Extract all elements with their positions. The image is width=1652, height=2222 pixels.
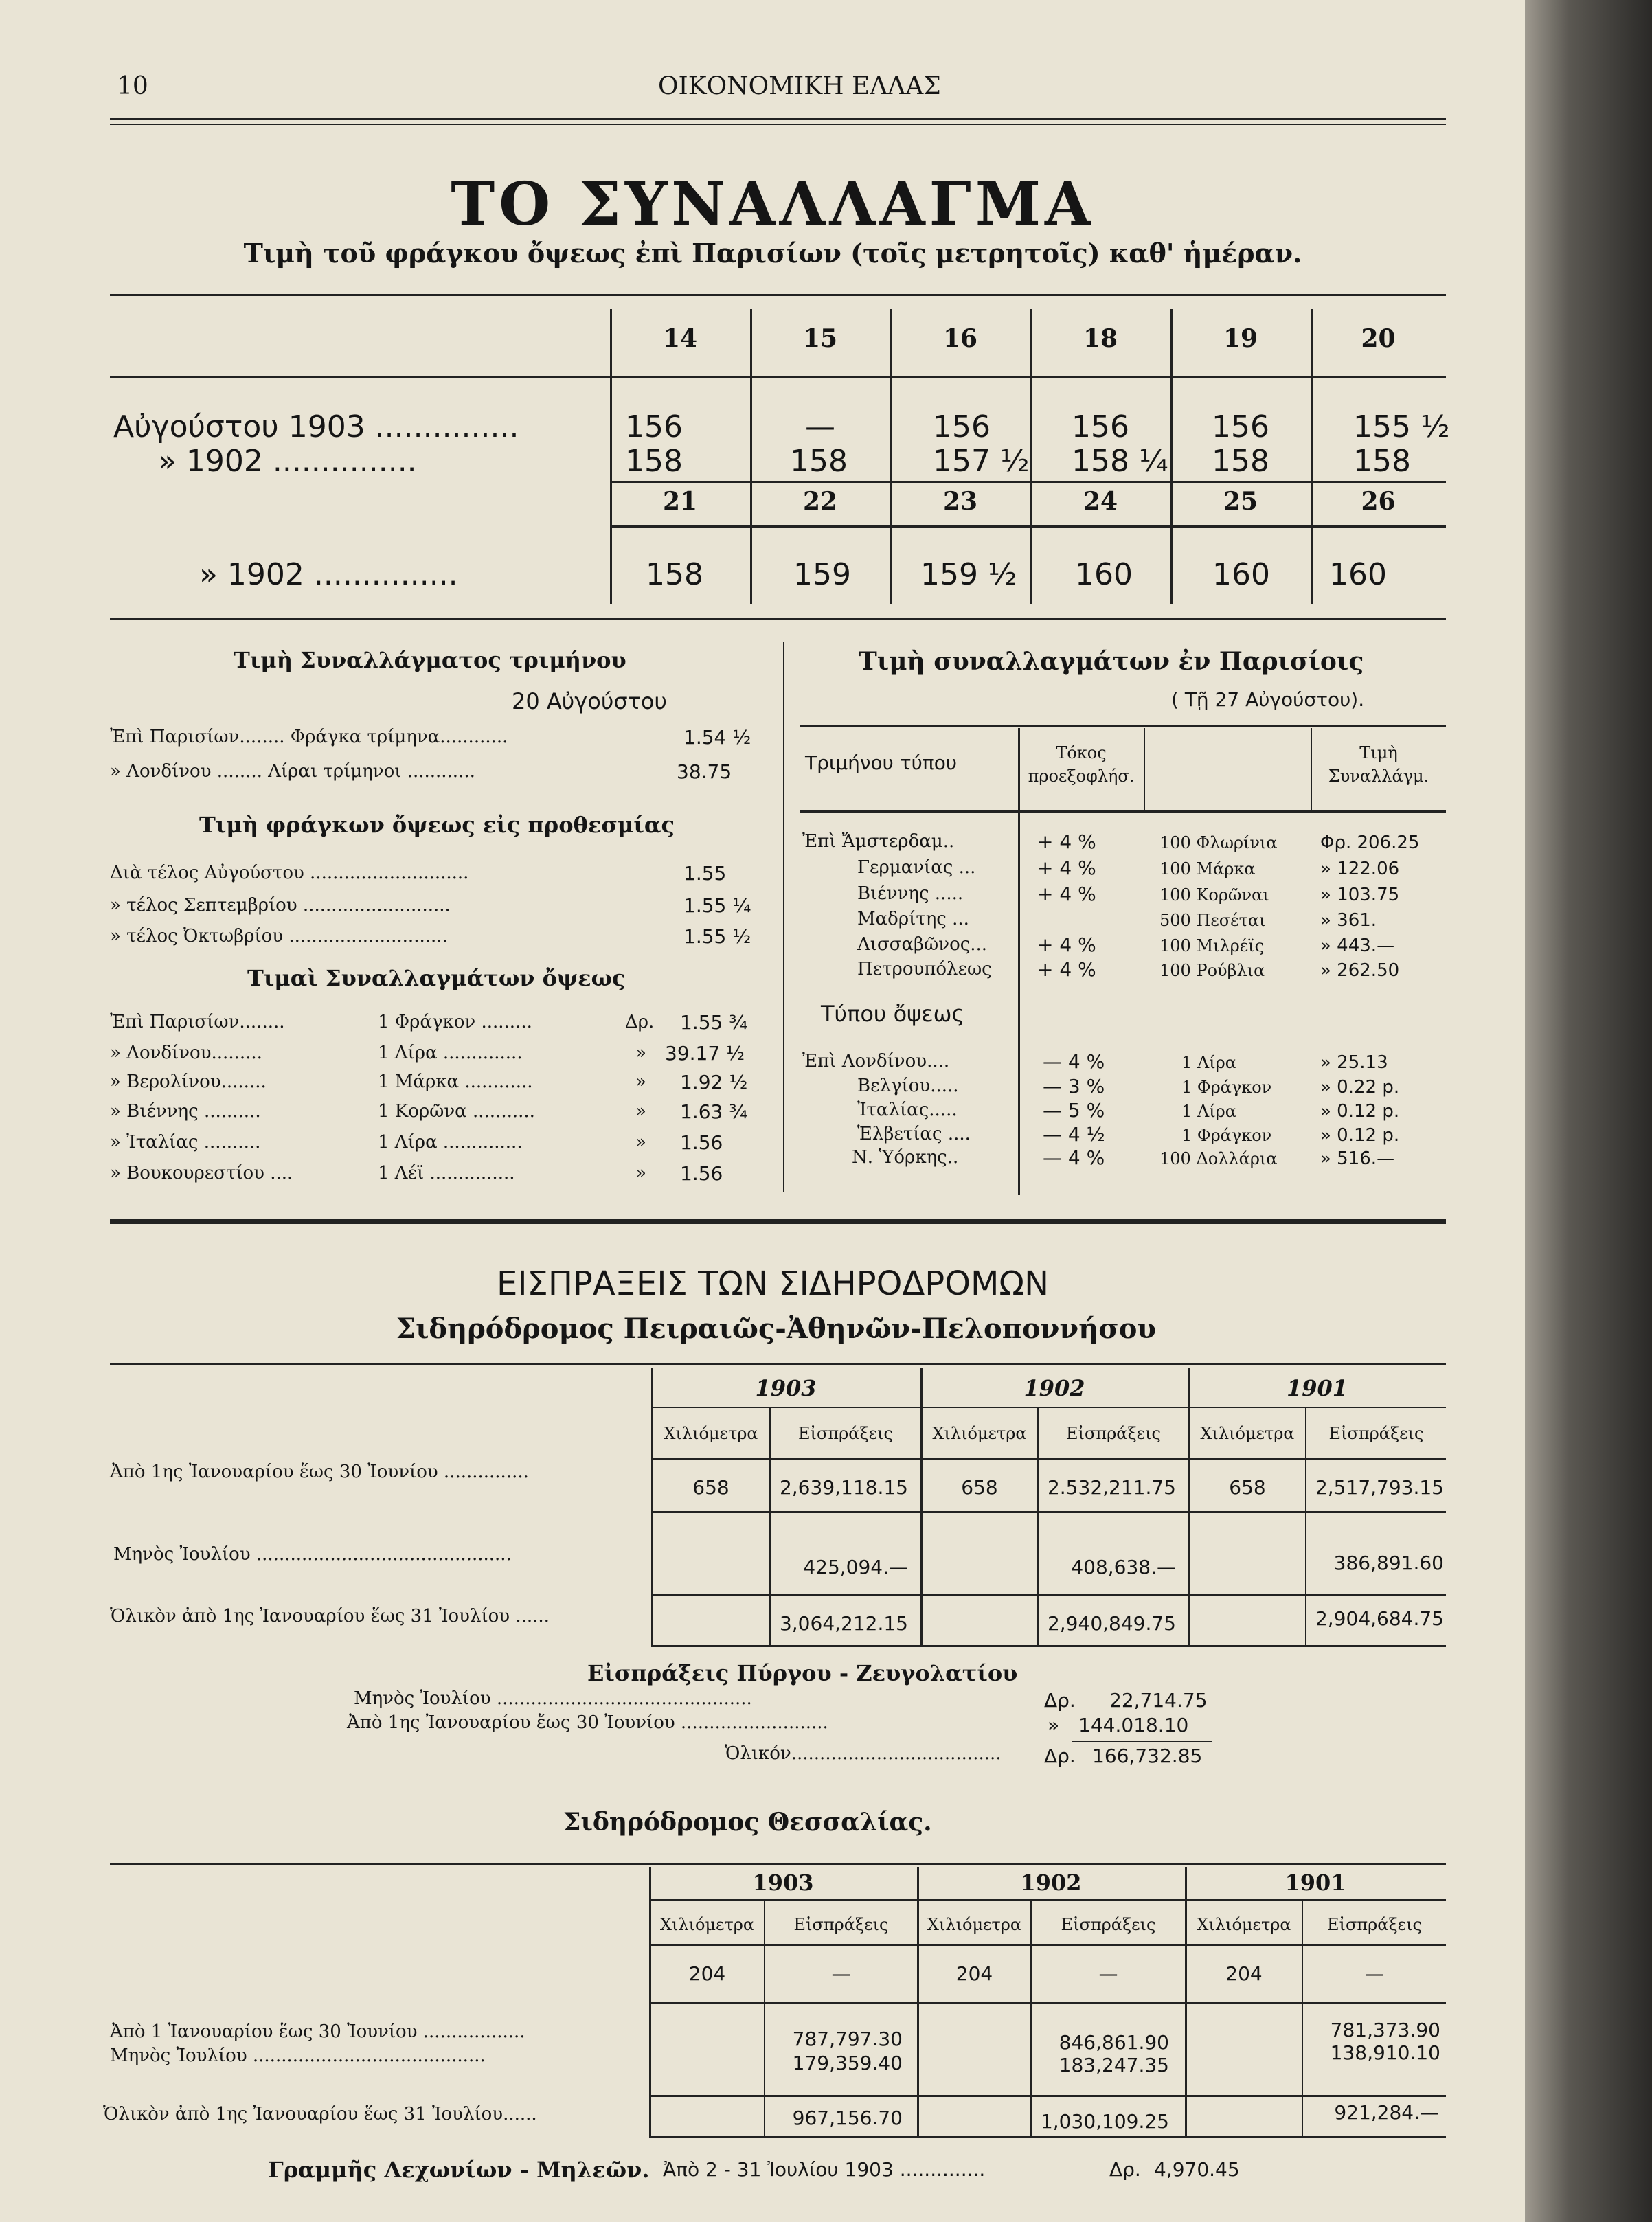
day-header: 15 [802,324,838,353]
exchange-subtitle: Τιμὴ τοῦ φράγκου ὄψεως ἐπὶ Παρισίων (τοῖς μετρητοῖς) καθ' ἡμέραν. [243,238,1302,269]
day-header: 18 [1083,324,1118,353]
rate-cell: — [805,409,835,444]
sight-value: 1.56 [680,1162,723,1185]
rail-row-label: Ἀπὸ 1ης Ἰανουαρίου ἕως 30 Ἰουνίου ............... [110,1462,529,1482]
paris-amount: 1 Λίρα [1181,1053,1236,1072]
thessaly-total: 921,284.— [1334,2101,1439,2124]
paris-price: » 25.13 [1320,1052,1388,1073]
three-month-title: Τιμὴ Συναλλάγματος τριμήνου [234,647,626,673]
rate-cell: 159 [793,557,851,592]
paris-title: Τιμὴ συναλλαγμάτων ἐν Παρισίοις [859,647,1364,676]
paris-price: » 0.22 p. [1320,1077,1400,1098]
thessaly-receipts: 183,247.35 [1059,2054,1169,2076]
paris-place: Μαδρίτης ... [857,909,969,929]
year-header: 1902 [1020,1870,1082,1896]
rate-cell: 158 [646,557,703,592]
pyrgos-label: Ἀπὸ 1ης Ἰανουαρίου ἕως 30 Ἰουνίου .......................... [347,1712,828,1733]
header-rule [110,118,1446,120]
paris-rate: — 4 % [1043,1146,1105,1169]
sight-unit: 1 Λίρα .............. [378,1043,523,1063]
paris-date: ( Τῇ 27 Αὐγούστου). [1171,688,1365,711]
pyrgos-cur: Δρ. [1044,1689,1076,1712]
paris-place: Βιέννης ..... [857,883,964,904]
rate-cell: 157 ½ [933,444,1030,479]
rail-row-label: Ὁλικὸν ἀπὸ 1ης Ἰανουαρίου ἕως 31 Ἰουλίου ...... [110,1606,550,1626]
paris-amount: 1 Φράγκον [1181,1078,1272,1097]
paris-price: Φρ. 206.25 [1320,832,1420,853]
km-header: Χιλιόμετρα [932,1424,1027,1443]
footer-value: 4,970.45 [1154,2158,1240,2181]
sight-cur: » [635,1163,646,1183]
sight-cur: » [635,1043,646,1063]
paris-rate: + 4 % [1037,830,1096,853]
day-header: 26 [1361,487,1396,516]
column-divider [783,642,784,1192]
paris-place: Βελγίου..... [857,1076,959,1096]
sight-cur: » [635,1072,646,1092]
deposit-label: » τέλος Ὀκτωβρίου ............................ [110,926,448,946]
paris-header-rate: Τόκος προεξοφλήσ. [1028,743,1135,786]
sight-title: Τιμαὶ Συναλλαγμάτων ὄψεως [247,965,626,991]
rate-cell: 158 [1212,444,1269,479]
rail-title: ΕΙΣΠΡΑΞΕΙΣ ΤΩΝ ΣΙΔΗΡΟΔΡΟΜΩΝ [497,1265,1049,1303]
pyrgos-label: Ὁλικόν..................................... [725,1743,1002,1764]
paris-place: Γερμανίας ... [857,857,976,878]
sight-unit: 1 Φράγκον ......... [378,1012,532,1032]
rate-cell: 158 [790,444,848,479]
paris-amount: 1 Λίρα [1181,1102,1236,1121]
paris-rate: — 4 ½ [1043,1123,1105,1146]
day-header: 14 [662,324,698,353]
paris-price: » 262.50 [1320,960,1400,981]
footer-cur: Δρ. [1109,2158,1141,2181]
year-header: 1902 [1023,1375,1085,1401]
paris-rate: — 4 % [1043,1050,1105,1073]
sight-place: » Βιέννης .......... [110,1101,261,1122]
deposit-title: Τιμὴ φράγκων ὄψεως εἰς προθεσμίας [199,812,675,838]
paris-place: Ν. Ὑόρκης.. [852,1147,959,1168]
page-number: 10 [117,72,148,100]
day-header: 16 [942,324,978,353]
thessaly-total: 967,156.70 [792,2107,903,2129]
rail-receipts: 386,891.60 [1333,1552,1444,1574]
thessaly-title: Σιδηρόδρομος Θεσσαλίας. [563,1808,932,1837]
rate-cell: 160 [1212,557,1270,592]
rail-km: 658 [961,1476,998,1499]
pyrgos-cur: Δρ. [1044,1745,1076,1767]
pyrgos-cur: » [1048,1714,1060,1736]
paris-amount: 500 Πεσέται [1159,911,1266,930]
three-month-label: Ἐπὶ Παρισίων........ Φράγκα τρίμηνα............ [110,727,508,747]
km-header: Χιλιόμετρα [927,1915,1022,1934]
row-label: » 1902 ............... [158,444,417,479]
deposit-label: » τέλος Σεπτεμβρίου .......................... [110,895,451,916]
sight-unit: 1 Κορῶνα ........... [378,1101,535,1122]
three-month-label: » Λονδίνου ........ Λίραι τρίμηνοι ............ [110,761,475,782]
rail-receipts: 3,064,212.15 [779,1612,908,1635]
paris-amount: 100 Ρούβλια [1159,961,1265,980]
year-header: 1903 [752,1870,814,1896]
paris-amount: 100 Δολλάρια [1159,1149,1278,1168]
rail-receipts: 2.532,211.75 [1047,1476,1176,1499]
paris-price: » 103.75 [1320,885,1400,905]
paris-place: Ἐπὶ Λονδίνου.... [802,1051,950,1072]
sight-value: 1.92 ½ [680,1071,748,1093]
paris-header-type: Τριμήνου τύπου [805,751,958,774]
rate-cell: 155 ½ [1353,409,1450,444]
km-header: Χιλιόμετρα [1197,1915,1291,1934]
rate-cell: 160 [1075,557,1133,592]
row-label: » 1902 ............... [199,557,458,592]
three-month-value: 38.75 [677,760,732,783]
footer-period: Ἀπὸ 2 - 31 Ἰουλίου 1903 .............. [663,2158,986,2181]
thessaly-receipts: 787,797.30 [792,2028,903,2050]
thessaly-row-label: Ἀπὸ 1 Ἰανουαρίου ἕως 30 Ἰουνίου .................. [110,2021,525,2042]
paris-amount: 100 Μιλρέϊς [1159,936,1265,955]
receipts-header: Εἰσπράξεις [1327,1915,1422,1934]
paris-sight-type: Τύπου ὄψεως [821,1001,965,1027]
three-month-value: 1.54 ½ [683,726,751,749]
exchange-title: ΤΟ ΣΥΝΑΛΛΑΓΜΑ [451,170,1095,239]
rail-subtitle: Σιδηρόδρομος Πειραιῶς-Ἀθηνῶν-Πελοποννήσου [396,1313,1157,1345]
paris-rate: — 3 % [1043,1075,1105,1098]
rate-cell: 159 ½ [920,557,1017,592]
thessaly-receipts: 846,861.90 [1059,2031,1169,2054]
thessaly-row-label: Μηνὸς Ἰουλίου ......................................... [110,2045,486,2066]
paris-rate: — 5 % [1043,1099,1105,1122]
sight-place: » Ἰταλίας .......... [110,1132,261,1153]
paris-price: » 122.06 [1320,859,1400,879]
deposit-value: 1.55 ½ [683,925,751,948]
receipts-header: Εἰσπράξεις [793,1915,889,1934]
pyrgos-value: 22,714.75 [1109,1689,1208,1712]
header-rule-2 [110,124,1446,125]
day-header: 25 [1223,487,1258,516]
thessaly-total: 1,030,109.25 [1040,2110,1169,2133]
rate-cell: 158 [1353,444,1411,479]
paris-place: Ἐπὶ Ἄμστερδαμ.. [802,831,955,852]
paris-amount: 100 Κορῶναι [1159,885,1269,905]
day-header: 23 [942,487,978,516]
paris-place: Ἰταλίας..... [857,1100,958,1120]
paris-amount: 1 Φράγκον [1181,1126,1272,1145]
thessaly-receipts: — [1098,1962,1118,1985]
km-header: Χιλιόμετρα [664,1424,758,1443]
thessaly-receipts: 179,359.40 [792,2052,903,2074]
deposit-label: Διὰ τέλος Αὐγούστου ............................ [110,863,469,883]
thessaly-km: 204 [688,1962,726,1985]
sight-cur: » [635,1101,646,1122]
rail-receipts: 425,094.— [803,1556,908,1578]
rail-km: 658 [1229,1476,1266,1499]
paris-price: » 0.12 p. [1320,1125,1400,1146]
pyrgos-value: 166,732.85 [1092,1745,1203,1767]
sight-value: 1.63 ¾ [680,1100,748,1123]
deposit-value: 1.55 ¼ [683,894,751,917]
rail-row-label: Μηνὸς Ἰουλίου ............................................. [113,1544,512,1565]
rail-km: 658 [692,1476,729,1499]
rate-cell: 156 [1072,409,1129,444]
paris-price: » 361. [1320,910,1377,931]
page-edge-shadow [1525,0,1652,2222]
paris-rate: + 4 % [1037,958,1096,981]
rate-cell: 156 [1212,409,1269,444]
km-header: Χιλιόμετρα [659,1915,755,1934]
rate-cell: 158 [625,444,683,479]
pyrgos-value: 144.018.10 [1078,1714,1189,1736]
paris-price: » 443.— [1320,936,1395,956]
paris-amount: 100 Μάρκα [1159,859,1256,878]
rate-cell: 158 ¼ [1072,444,1168,479]
thessaly-receipts: 781,373.90 [1330,2019,1440,2041]
paris-place: Πετρουπόλεως [857,959,992,979]
rate-cell: 160 [1329,557,1387,592]
km-header: Χιλιόμετρα [1200,1424,1295,1443]
day-header: 21 [662,487,698,516]
sight-value: 1.56 [680,1131,723,1154]
thessaly-receipts: 138,910.10 [1330,2041,1440,2064]
thessaly-receipts: — [831,1962,851,1985]
day-header: 19 [1223,324,1258,353]
paris-rate: + 4 % [1037,883,1096,905]
rail-receipts: 2,940,849.75 [1047,1612,1176,1635]
paris-place: Λισσαβῶνος... [857,934,988,955]
sight-cur: » [635,1132,646,1153]
journal-title: ΟΙΚΟΝΟΜΙΚΗ ΕΛΛΑΣ [658,72,941,100]
thessaly-km: 204 [1225,1962,1263,1985]
receipts-header: Εἰσπράξεις [1061,1915,1156,1934]
sight-value: 1.55 ¾ [680,1011,748,1034]
sight-value: 39.17 ½ [665,1042,745,1065]
thessaly-km: 204 [955,1962,993,1985]
rail-receipts: 408,638.— [1071,1556,1176,1578]
row-label: Αὐγούστου 1903 ............... [113,409,519,444]
receipts-header: Εἰσπράξεις [1328,1424,1424,1443]
day-header: 24 [1083,487,1118,516]
rail-receipts: 2,517,793.15 [1315,1476,1444,1499]
day-header: 22 [802,487,838,516]
rail-receipts: 2,904,684.75 [1315,1607,1444,1630]
pyrgos-label: Μηνὸς Ἰουλίου ............................................. [354,1688,752,1709]
deposit-value: 1.55 [683,862,727,885]
day-header: 20 [1361,324,1396,353]
paris-rate: + 4 % [1037,857,1096,879]
rate-cell: 156 [625,409,683,444]
footer-line-title: Γραμμῆς Λεχωνίων - Μηλεῶν. [268,2157,650,2183]
paris-rate: + 4 % [1037,933,1096,956]
three-month-date: 20 Αὐγούστου [512,688,667,714]
section-rule [110,1219,1446,1224]
year-header: 1901 [1286,1375,1348,1401]
sight-unit: 1 Λέϊ ............... [378,1163,515,1183]
sight-cur: Δρ. [625,1012,655,1032]
pyrgos-title: Εἰσπράξεις Πύργου - Ζευγολατίου [587,1660,1018,1686]
rate-cell: 156 [933,409,991,444]
paris-header-price: Τιμὴ Συναλλάγμ. [1328,743,1429,786]
thessaly-receipts: — [1365,1962,1384,1985]
paris-price: » 516.— [1320,1148,1395,1169]
sight-place: Ἐπὶ Παρισίων........ [110,1012,285,1032]
paris-price: » 0.12 p. [1320,1101,1400,1122]
sight-unit: 1 Λίρα .............. [378,1132,523,1153]
paris-amount: 100 Φλωρίνια [1159,833,1278,852]
receipts-header: Εἰσπράξεις [798,1424,893,1443]
year-header: 1901 [1285,1870,1346,1896]
sight-place: » Βουκουρεστίου .... [110,1163,293,1183]
sight-place: » Βερολίνου........ [110,1072,267,1092]
thessaly-total-label: Ὁλικὸν ἀπὸ 1ης Ἰανουαρίου ἕως 31 Ἰουλίου...... [103,2104,537,2124]
year-header: 1903 [755,1375,817,1401]
rail-receipts: 2,639,118.15 [779,1476,908,1499]
receipts-header: Εἰσπράξεις [1066,1424,1161,1443]
sight-unit: 1 Μάρκα ............ [378,1072,533,1092]
paris-place: Ἑλβετίας .... [857,1124,971,1144]
sight-place: » Λονδίνου......... [110,1043,262,1063]
